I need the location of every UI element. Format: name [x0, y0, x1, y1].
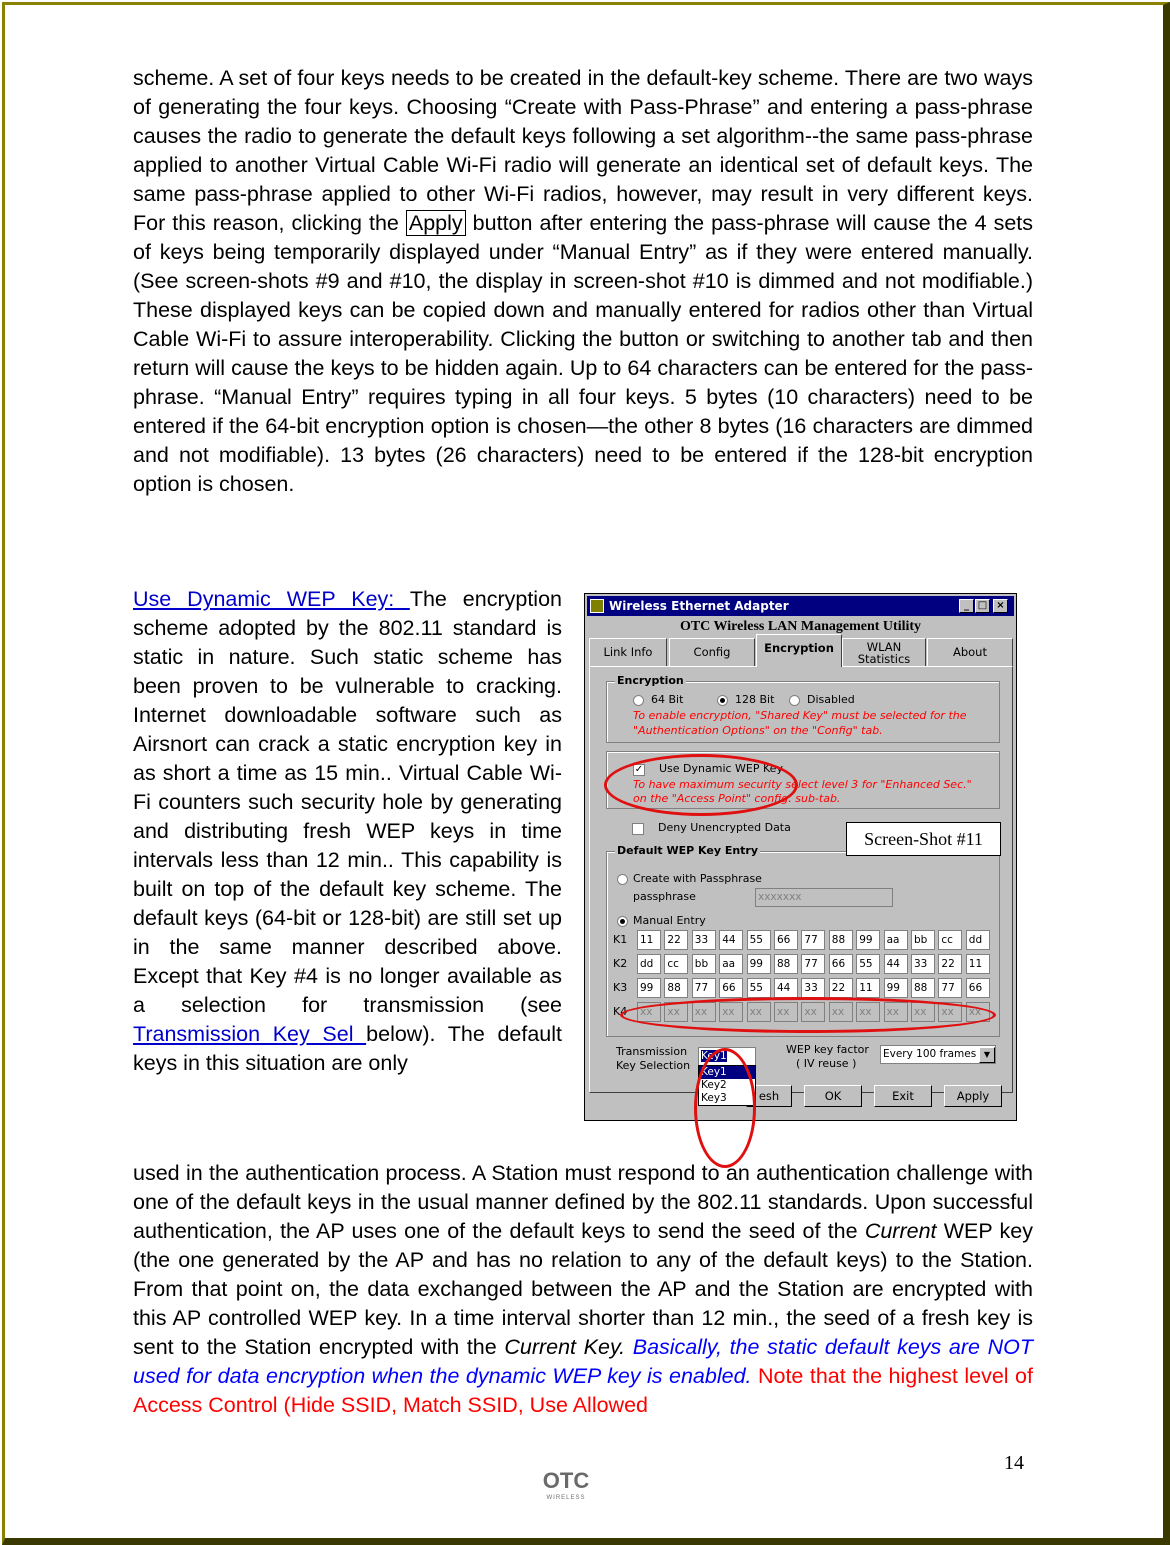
tab-encryption[interactable]: Encryption: [756, 634, 842, 667]
para1-text-a: scheme. A set of four keys needs to be created in the default-key scheme. There are two ways of generating the four keys. Choosing “Create with Pass-Phrase” and entering a pass-phrase causes the radio to generate the default keys following a set algorithm--the same pass-phrase applied to another Virtual Cable Wi-Fi radio will generate an identical set of default keys. The same pass-phrase applied to other Wi-Fi radios, however, may result in very different keys. For this reason, clicking the: [133, 66, 1033, 235]
key-row-label: K2: [613, 957, 628, 970]
ok-button[interactable]: OK: [804, 1085, 862, 1107]
key-byte-field[interactable]: 44: [719, 930, 743, 950]
use-dynamic-wep-link[interactable]: Use Dynamic WEP Key:: [133, 587, 410, 611]
key-byte-field[interactable]: 77: [938, 978, 962, 998]
para3-text-b: WEP key (the one generated by the AP and has no relation to any of the default keys) to the Station. From that point on, the data exchanged between the AP and the Station are encrypted with this AP controlled WEP key. In a time interval shorter than 12 min., the seed of a fresh key is sent to the Station encrypted with the: [133, 1219, 1033, 1359]
encryption-group: [606, 674, 1000, 743]
tab-about[interactable]: About: [927, 638, 1013, 666]
tab-wlan-line2: Statistics: [857, 652, 911, 666]
key-byte-field[interactable]: 55: [747, 930, 771, 950]
title-bar: [587, 596, 1014, 616]
tab-config[interactable]: Config: [669, 638, 755, 666]
create-passphrase-label: Create with Passphrase: [633, 872, 762, 885]
wep-factor-dropdown-arrow[interactable]: ▼: [979, 1047, 995, 1063]
label-128bit: 128 Bit: [735, 693, 775, 706]
key-byte-field[interactable]: 11: [856, 978, 880, 998]
maximize-button[interactable]: □: [975, 599, 990, 613]
key-byte-field[interactable]: 77: [692, 978, 716, 998]
key-byte-field[interactable]: 66: [719, 978, 743, 998]
key-byte-field[interactable]: bb: [911, 930, 935, 950]
key-row-label: K1: [613, 933, 628, 946]
paragraph-default-keys: [133, 64, 1033, 499]
encryption-note-1: To enable encryption, "Shared Key" must be selected for the: [633, 709, 967, 722]
key-byte-field[interactable]: 22: [664, 930, 688, 950]
paragraph-authentication: [133, 1159, 1033, 1420]
key-byte-field[interactable]: xx: [938, 1002, 962, 1022]
para2-text-a: The encryption scheme adopted by the 802.11 standard is static in nature. Such static scheme has been proven to be vulnerable to cracking. Internet downloadable software such as Airsnort can crack a static encryption key in as short a time as 15 min.. Virtual Cable Wi-Fi counters such security hole by generating and distributing fresh WEP keys in time intervals less than 12 min.. This capability is built on top of the default key scheme. The default keys (64-bit or 128-bit) are still set up in the same manner described above. Except that Key #4 is no longer available as a selection for transmission (see: [133, 587, 562, 1017]
radio-128bit[interactable]: [717, 695, 728, 706]
transmission-key-select[interactable]: [698, 1047, 756, 1066]
key-byte-field[interactable]: 44: [774, 978, 798, 998]
key-byte-field[interactable]: xx: [774, 1002, 798, 1022]
key-byte-field[interactable]: xx: [856, 1002, 880, 1022]
label-64bit: 64 Bit: [651, 693, 684, 706]
key-byte-field[interactable]: 55: [747, 978, 771, 998]
key-byte-field[interactable]: 66: [774, 930, 798, 950]
window-title: Wireless Ethernet Adapter: [609, 599, 789, 613]
encryption-group-title: Encryption: [617, 674, 684, 687]
default-wep-key-group: [606, 844, 1000, 1037]
transmission-selected-value: Key1: [701, 1050, 727, 1062]
refresh-button[interactable]: esh: [746, 1085, 792, 1107]
key-byte-field[interactable]: xx: [801, 1002, 825, 1022]
key-byte-field[interactable]: 77: [801, 930, 825, 950]
minimize-button[interactable]: _: [959, 599, 974, 613]
radio-disabled[interactable]: [789, 695, 800, 706]
deny-unencrypted-checkbox[interactable]: [632, 823, 644, 835]
tab-link-info[interactable]: Link Info: [589, 638, 667, 666]
exit-button[interactable]: Exit: [874, 1085, 932, 1107]
para2-text-b: below). The default keys in this situation are only: [133, 1022, 562, 1075]
key-byte-field[interactable]: cc: [938, 930, 962, 950]
transmission-label-1: Transmission: [616, 1045, 688, 1058]
key-byte-field[interactable]: 99: [637, 978, 661, 998]
dynamic-wep-checkbox[interactable]: ✓: [634, 764, 644, 775]
key-byte-field[interactable]: 33: [911, 954, 935, 974]
radio-create-passphrase[interactable]: [617, 874, 628, 885]
key-byte-field[interactable]: 11: [966, 954, 990, 974]
key-byte-field[interactable]: aa: [719, 954, 743, 974]
key-byte-field[interactable]: 33: [692, 930, 716, 950]
dynamic-note-2: on the "Access Point" config. sub-tab.: [633, 792, 841, 805]
key-byte-field[interactable]: 88: [664, 978, 688, 998]
key-byte-field[interactable]: 88: [829, 930, 853, 950]
default-wep-group-title: Default WEP Key Entry: [617, 844, 759, 857]
radio-manual-entry[interactable]: [617, 916, 628, 927]
current-key-italic: Current Key.: [504, 1335, 626, 1359]
deny-unencrypted-label: Deny Unencrypted Data: [658, 821, 791, 834]
key-byte-field[interactable]: xx: [637, 1002, 661, 1022]
transmission-key-sel-link[interactable]: Transmission Key Sel: [133, 1022, 367, 1046]
transmission-label-2: Key Selection: [616, 1059, 691, 1072]
wep-factor-label-2: ( IV reuse ): [796, 1057, 857, 1070]
key-byte-field[interactable]: xx: [884, 1002, 908, 1022]
tab-wlan-line1: WLAN: [866, 640, 902, 654]
otc-wireless-logo: [530, 1466, 602, 1502]
key-byte-field[interactable]: 33: [801, 978, 825, 998]
logo-subtext: WIRELESS: [546, 1495, 586, 1501]
key-byte-field[interactable]: xx: [719, 1002, 743, 1022]
utility-title: OTC Wireless LAN Management Utility: [679, 619, 922, 634]
key-byte-field[interactable]: dd: [637, 954, 661, 974]
paragraph-dynamic-wep: [133, 585, 562, 1078]
key-row-label: K4: [613, 1005, 628, 1018]
dynamic-wep-label: Use Dynamic WEP Key: [659, 762, 783, 775]
wep-factor-label-1: WEP key factor: [786, 1043, 869, 1056]
key-byte-field[interactable]: xx: [966, 1002, 990, 1022]
key-byte-field[interactable]: 99: [884, 978, 908, 998]
key-byte-field[interactable]: xx: [664, 1002, 688, 1022]
red-note: Note that the highest level of Access Control (Hide SSID, Match SSID, Use Allowed: [133, 1364, 1033, 1417]
wep-factor-value: Every 100 frames: [883, 1048, 977, 1060]
logo-mark: OTC: [542, 1468, 590, 1493]
key-byte-field[interactable]: 88: [774, 954, 798, 974]
current-italic: Current: [864, 1219, 937, 1243]
dropdown-option-key2[interactable]: Key2: [701, 1079, 727, 1091]
key-byte-field[interactable]: bb: [692, 954, 716, 974]
label-disabled: Disabled: [807, 693, 855, 706]
key-byte-field[interactable]: xx: [911, 1002, 935, 1022]
transmission-key-dropdown: [698, 1065, 756, 1106]
encryption-note-2: "Authentication Options" on the "Config" tab.: [633, 724, 883, 737]
screenshot-callout: Screen-Shot #11: [846, 822, 1001, 856]
key-byte-field[interactable]: 77: [801, 954, 825, 974]
manual-entry-label: Manual Entry: [633, 914, 706, 927]
key-byte-field[interactable]: 66: [829, 954, 853, 974]
close-button[interactable]: ×: [993, 599, 1008, 613]
para3-text-a: used in the authentication process. A Station must respond to an authentication challenge with one of the default keys in the usual manner defined by the 802.11 standards. Upon successful authentication, the AP uses one of the default keys to send the seed of the: [133, 1161, 1033, 1243]
para1-text-b: button after entering the pass-phrase will cause the 4 sets of keys being temporarily displayed under “Manual Entry” as if they were entered manually. (See screen-shots #9 and #10, the display in screen-shot #10 is dimmed and not modifiable.) These displayed keys can be copied down and manually entered for radios other than Virtual Cable Wi-Fi to assure interoperability. Clicking the button or switching to another tab and then return will cause the keys to be hidden again. Up to 64 characters can be entered for the pass-phrase. “Manual Entry” requires typing in all four keys. 5 bytes (10 characters) need to be entered if the 64-bit encryption option is chosen—the other 8 bytes (16 characters are dimmed and not modifiable). 13 bytes (26 characters) need to be entered if the 128-bit encryption option is chosen.: [133, 211, 1033, 496]
wireless-adapter-window: [584, 593, 1017, 1121]
key-byte-field[interactable]: 22: [829, 978, 853, 998]
key-byte-field[interactable]: cc: [664, 954, 688, 974]
key-byte-field[interactable]: 44: [884, 954, 908, 974]
key-byte-field[interactable]: 55: [856, 954, 880, 974]
encryption-panel: [589, 666, 1013, 1104]
key-byte-field[interactable]: 11: [637, 930, 661, 950]
dynamic-note-1: To have maximum security select level 3 for "Enhanced Sec.": [633, 778, 972, 791]
key-byte-field[interactable]: 99: [856, 930, 880, 950]
dropdown-option-key3[interactable]: Key3: [701, 1092, 727, 1104]
blue-emphasis: Basically, the static default keys are NOT used for data encryption when the dynamic WEP key is enabled.: [133, 1335, 1033, 1388]
key-byte-field[interactable]: dd: [966, 930, 990, 950]
app-icon: [590, 599, 604, 613]
dropdown-option-key1[interactable]: Key1: [699, 1066, 755, 1079]
passphrase-label: passphrase: [633, 890, 696, 903]
key-row-label: K3: [613, 981, 628, 994]
key-byte-field[interactable]: 88: [911, 978, 935, 998]
key-byte-field[interactable]: 66: [966, 978, 990, 998]
key-byte-field[interactable]: xx: [747, 1002, 771, 1022]
key-byte-field[interactable]: xx: [829, 1002, 853, 1022]
dynamic-wep-group: [606, 751, 1000, 809]
key-byte-field[interactable]: xx: [692, 1002, 716, 1022]
tab-wlan-statistics[interactable]: [842, 638, 926, 666]
apply-button[interactable]: Apply: [944, 1085, 1002, 1107]
key-byte-field[interactable]: aa: [884, 930, 908, 950]
page-number: 14: [1004, 1452, 1024, 1474]
passphrase-input[interactable]: xxxxxxx: [755, 888, 893, 907]
key-byte-field[interactable]: 22: [938, 954, 962, 974]
key-byte-field[interactable]: 99: [747, 954, 771, 974]
radio-64bit[interactable]: [633, 695, 644, 706]
apply-reference: Apply: [406, 210, 466, 236]
